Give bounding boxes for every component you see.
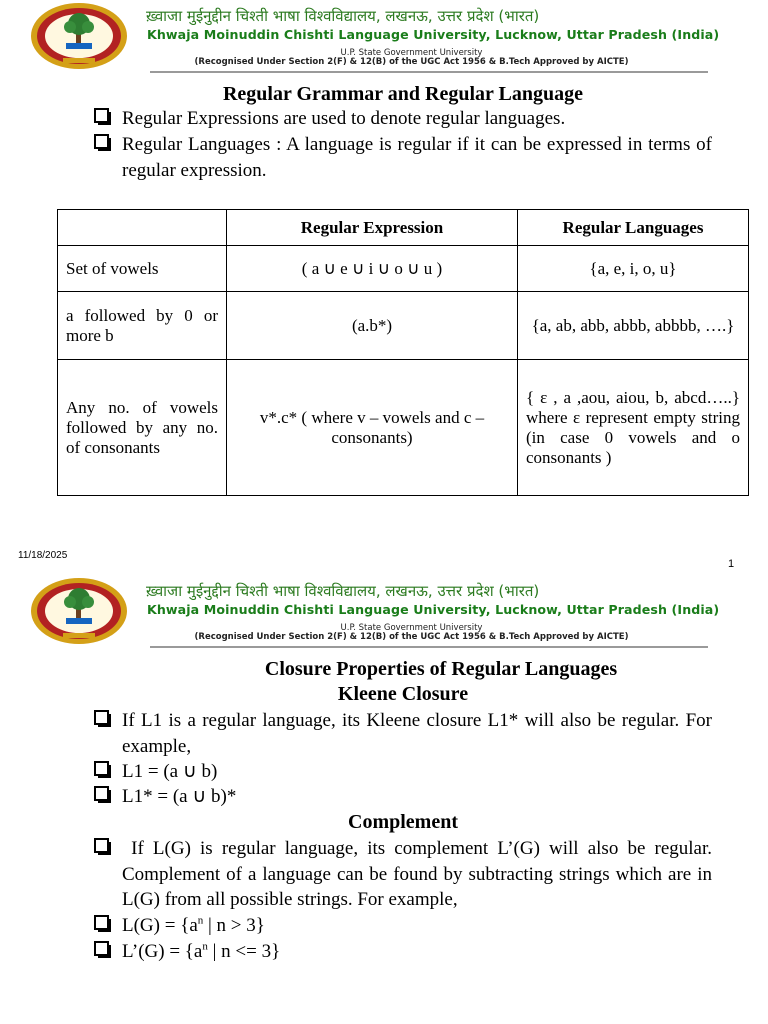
- bullet-icon: [94, 836, 114, 858]
- university-hindi-name: ख़्वाजा मुईनुद्दीन चिश्ती भाषा विश्वविद्यालय, लखनऊ, उत्तर प्रदेश (भारत): [146, 582, 540, 600]
- page-number: 1: [728, 558, 735, 570]
- section-heading-kleene: Kleene Closure: [337, 683, 469, 705]
- university-subtitle: U.P. State Government University: [340, 48, 483, 58]
- table-cell: {a, e, i, o, u}: [518, 246, 749, 292]
- slide-title: Closure Properties of Regular Languages: [264, 658, 618, 680]
- table-cell: Set of vowels: [58, 246, 227, 292]
- table-cell: a followed by 0 or more b: [58, 292, 227, 360]
- bullet-icon: [94, 939, 114, 961]
- bullet-icon: [94, 708, 114, 730]
- university-header: [0, 575, 768, 653]
- bullet-icon: [94, 784, 114, 806]
- bullet-text: L1 = (a ∪ b): [122, 761, 218, 782]
- slide-title: Regular Grammar and Regular Language: [222, 83, 583, 105]
- university-hindi-name: ख़्वाजा मुईनुद्दीन चिश्ती भाषा विश्वविद्यालय, लखनऊ, उत्तर प्रदेश (भारत): [146, 7, 540, 25]
- table-row: [58, 246, 749, 292]
- table-header-row: [58, 210, 749, 246]
- formula-superscript: n: [197, 914, 204, 927]
- university-recognition: (Recognised Under Section 2(F) & 12(B) of the UGC Act 1956 & B.Tech Approved by AICTE): [194, 632, 629, 642]
- bullet-icon: [94, 913, 114, 935]
- bullet-text: If L1 is a regular language, its Kleene closure L1* will also be regular. For example,: [122, 710, 712, 757]
- bullet-icon: [94, 759, 114, 781]
- table-cell: v*.c* ( where v – vowels and c – consonants): [227, 360, 518, 496]
- table-cell: ( a ∪ e ∪ i ∪ o ∪ u ): [227, 246, 518, 292]
- table-row: [58, 360, 749, 496]
- bullet-text: Regular Expressions are used to denote regular languages.: [122, 108, 566, 129]
- formula-lpg: [122, 939, 712, 965]
- formula-superscript: n: [202, 940, 208, 953]
- university-header: [0, 0, 768, 78]
- regular-language-table: [57, 209, 749, 496]
- bullet-icon: [94, 106, 114, 128]
- university-subtitle: U.P. State Government University: [340, 623, 483, 633]
- university-english-name: Khwaja Moinuddin Chishti Language University, Lucknow, Uttar Pradesh (India): [147, 27, 720, 42]
- bullet-text: If L(G) is regular language, its complement L’(G) will also be regular. Complement of a language can be found by subtracting strings which are in L(G) from all possible strings. For example,: [122, 838, 717, 910]
- table-header-cell: [58, 210, 227, 246]
- table-cell: Any no. of vowels followed by any no. of consonants: [58, 360, 227, 496]
- table-header-cell: Regular Expression: [227, 210, 518, 246]
- header-divider: [150, 646, 708, 648]
- bullet-icon: [94, 132, 114, 154]
- university-recognition: (Recognised Under Section 2(F) & 12(B) of the UGC Act 1956 & B.Tech Approved by AICTE): [194, 57, 629, 67]
- slide-date: 11/18/2025: [18, 550, 68, 561]
- formula-lg: [122, 913, 712, 939]
- formula-text: L(G) = {a: [122, 915, 198, 936]
- table-header-cell: Regular Languages: [518, 210, 749, 246]
- table-row: [58, 292, 749, 360]
- header-divider: [150, 71, 708, 73]
- bullet-text: L1* = (a ∪ b)*: [122, 786, 237, 807]
- slide-2: [0, 575, 768, 1024]
- bullet-text: Regular Languages : A language is regular if it can be expressed in terms of regular expression.: [122, 134, 712, 181]
- table-cell: {a, ab, abb, abbb, abbbb, ….}: [518, 292, 749, 360]
- section-heading-complement: Complement: [348, 811, 458, 833]
- formula-text: L’(G) = {a: [122, 941, 203, 962]
- table-cell: { ε , a ,aou, aiou, b, abcd…..} where ε represent empty string (in case 0 vowels and o consonants ): [518, 360, 749, 496]
- formula-text: | n > 3}: [203, 915, 265, 936]
- formula-text: | n <= 3}: [207, 941, 281, 962]
- table-cell: (a.b*): [227, 292, 518, 360]
- university-english-name: Khwaja Moinuddin Chishti Language University, Lucknow, Uttar Pradesh (India): [147, 602, 720, 617]
